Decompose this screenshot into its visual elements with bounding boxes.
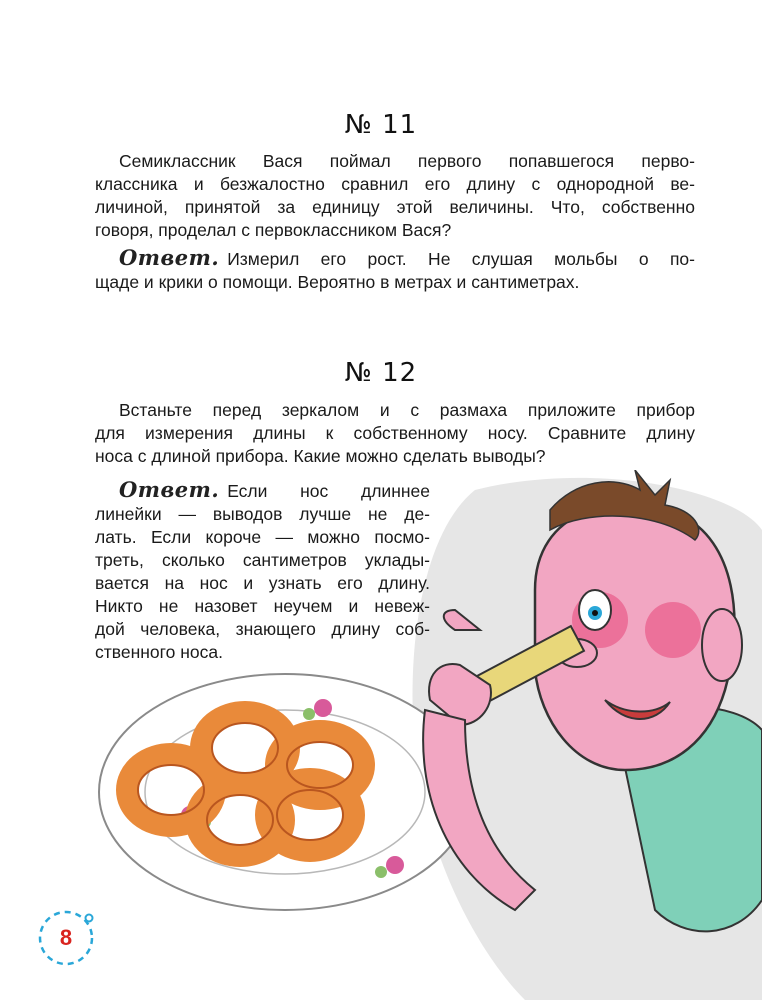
plate-of-bagels: [99, 674, 471, 910]
answer-line: линейки — выводов лучше не де-: [95, 504, 430, 524]
question-line: носа с длиной прибора. Какие можно сделать выводы?: [95, 446, 546, 466]
answer-line: Ответ. Если нос длиннее: [119, 477, 430, 502]
problem-12-heading: № 12: [344, 358, 418, 388]
page-number: 8: [59, 925, 73, 950]
answer-line: щаде и крики о помощи. Вероятно в метрах и сантиметрах.: [95, 272, 580, 292]
problem-12-answer: [95, 478, 430, 664]
answer-line: ственного носа.: [95, 642, 223, 662]
answer-line: дой человека, знающего длину соб-: [95, 619, 430, 639]
answer-label: Ответ.: [119, 477, 220, 502]
problem-12-question: [95, 399, 695, 468]
answer-line: Ответ. Измерил его рост. Не слушая мольбы о по-: [119, 245, 695, 270]
question-line: Семиклассник Вася поймал первого попавшегося перво-: [119, 151, 695, 171]
question-line: Встаньте перед зеркалом и с размаха приложите прибор: [119, 400, 695, 420]
question-line: личиной, принятой за единицу этой величины. Что, собственно: [95, 197, 695, 217]
answer-label: Ответ.: [119, 245, 220, 270]
problem-11-question: [95, 150, 695, 242]
answer-line: вается на нос и узнать его длину.: [95, 573, 430, 593]
answer-line: Никто не назовет неучем и невеж-: [95, 596, 430, 616]
question-line: говоря, проделал с первоклассником Вася?: [95, 220, 452, 240]
problem-11-heading: № 11: [344, 110, 418, 140]
answer-line: треть, сколько сантиметров уклады-: [95, 550, 430, 570]
problem-11-answer: [95, 246, 695, 294]
answer-line: лать. Если короче — можно посмо-: [95, 527, 430, 547]
question-line: классника и безжалостно сравнил его длину с однородной ве-: [95, 174, 695, 194]
question-line: для измерения длины к собственному носу. Сравните длину: [95, 423, 695, 443]
